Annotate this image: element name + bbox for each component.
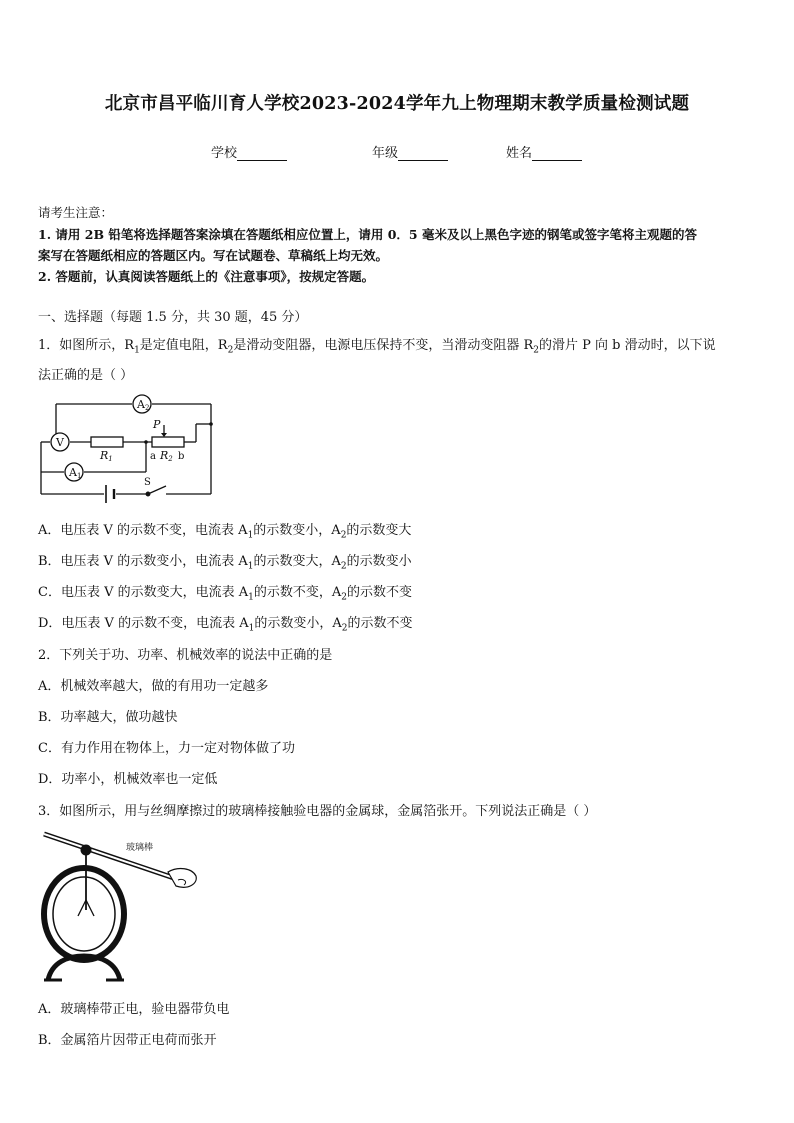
question-2-option-b: B．功率越大，做功越快 <box>38 710 178 725</box>
ammeter-a2-label: A2 <box>137 398 150 412</box>
name-label: 姓名 <box>506 146 533 161</box>
notice-heading: 请考生注意： <box>38 205 114 220</box>
notice-item-1-line-1: 1. 请用 2B 铅笔将选择题答案涂填在答题纸相应位置上，请用 0．5 毫米及以上黑色字迹的钢笔或签字笔将主观题的答 <box>38 227 697 242</box>
question-3-option-a: A．玻璃棒带正电，验电器带负电 <box>38 1002 230 1017</box>
question-1-option-d: D．电压表 V 的示数不变，电流表 $A_1$的示数变小，$A_2$的示数不变 <box>38 616 413 634</box>
grade-label: 年级 <box>372 146 399 161</box>
r2-label: R2 <box>160 449 173 463</box>
ammeter-a1-label: A1 <box>69 466 82 480</box>
question-1-option-b: B．电压表 V 的示数变小，电流表 $A_1$的示数变大，$A_2$的示数变小 <box>38 554 412 572</box>
question-1-option-a: A．电压表 V 的示数不变，电流表 $A_1$的示数变小，$A_2$的示数变大 <box>38 523 412 541</box>
name-field <box>506 142 582 161</box>
school-field <box>211 142 287 161</box>
circuit-diagram <box>36 392 221 504</box>
grade-field <box>372 142 448 161</box>
electroscope-figure <box>38 830 203 982</box>
question-1-stem-line-2: 法正确的是（ ） <box>38 368 134 383</box>
question-1-stem: 1．如图所示，$R_1$是定值电阻，$R_2$是滑动变阻器，电源电压保持不变，当滑动变阻器 $R_2$的滑片 P 向 b 滑动时，以下说 <box>38 338 716 356</box>
voltmeter-label: V <box>56 436 64 449</box>
question-3-option-b: B．金属箔片因带正电荷而张开 <box>38 1033 217 1048</box>
r1-label: R1 <box>100 449 113 463</box>
question-2-option-d: D．功率小，机械效率也一定低 <box>38 772 218 787</box>
terminal-a-label: a <box>150 451 156 462</box>
notice-item-1-line-2: 案写在答题纸相应的答题区内。写在试题卷、草稿纸上均无效。 <box>38 248 389 263</box>
question-2-option-c: C．有力作用在物体上，力一定对物体做了功 <box>38 741 295 756</box>
question-3-stem: 3．如图所示，用与丝绸摩擦过的玻璃棒接触验电器的金属球，金属箔张开。下列说法正确是（ ） <box>38 804 597 819</box>
question-1-option-c: C．电压表 V 的示数变大，电流表 $A_1$的示数不变，$A_2$的示数不变 <box>38 585 412 603</box>
glass-rod-label: 玻璃棒 <box>126 843 154 853</box>
notice-item-2: 2. 答题前，认真阅读答题纸上的《注意事项》，按规定答题。 <box>38 269 375 284</box>
question-2-option-a: A．机械效率越大，做的有用功一定越多 <box>38 679 269 694</box>
question-2-stem: 2．下列关于功、功率、机械效率的说法中正确的是 <box>38 648 333 663</box>
switch-s-label: S <box>144 477 151 488</box>
terminal-b-label: b <box>178 451 185 462</box>
page-title: 北京市昌平临川育人学校2023-2024学年九上物理期末教学质量检测试题 <box>104 94 690 114</box>
school-label: 学校 <box>211 146 238 161</box>
name-blank <box>532 148 582 161</box>
school-blank <box>237 148 287 161</box>
grade-blank <box>398 148 448 161</box>
section-heading: 一、选择题（每题 1.5 分，共 30 题，45 分） <box>38 310 308 325</box>
slider-p-label: P <box>153 418 161 431</box>
